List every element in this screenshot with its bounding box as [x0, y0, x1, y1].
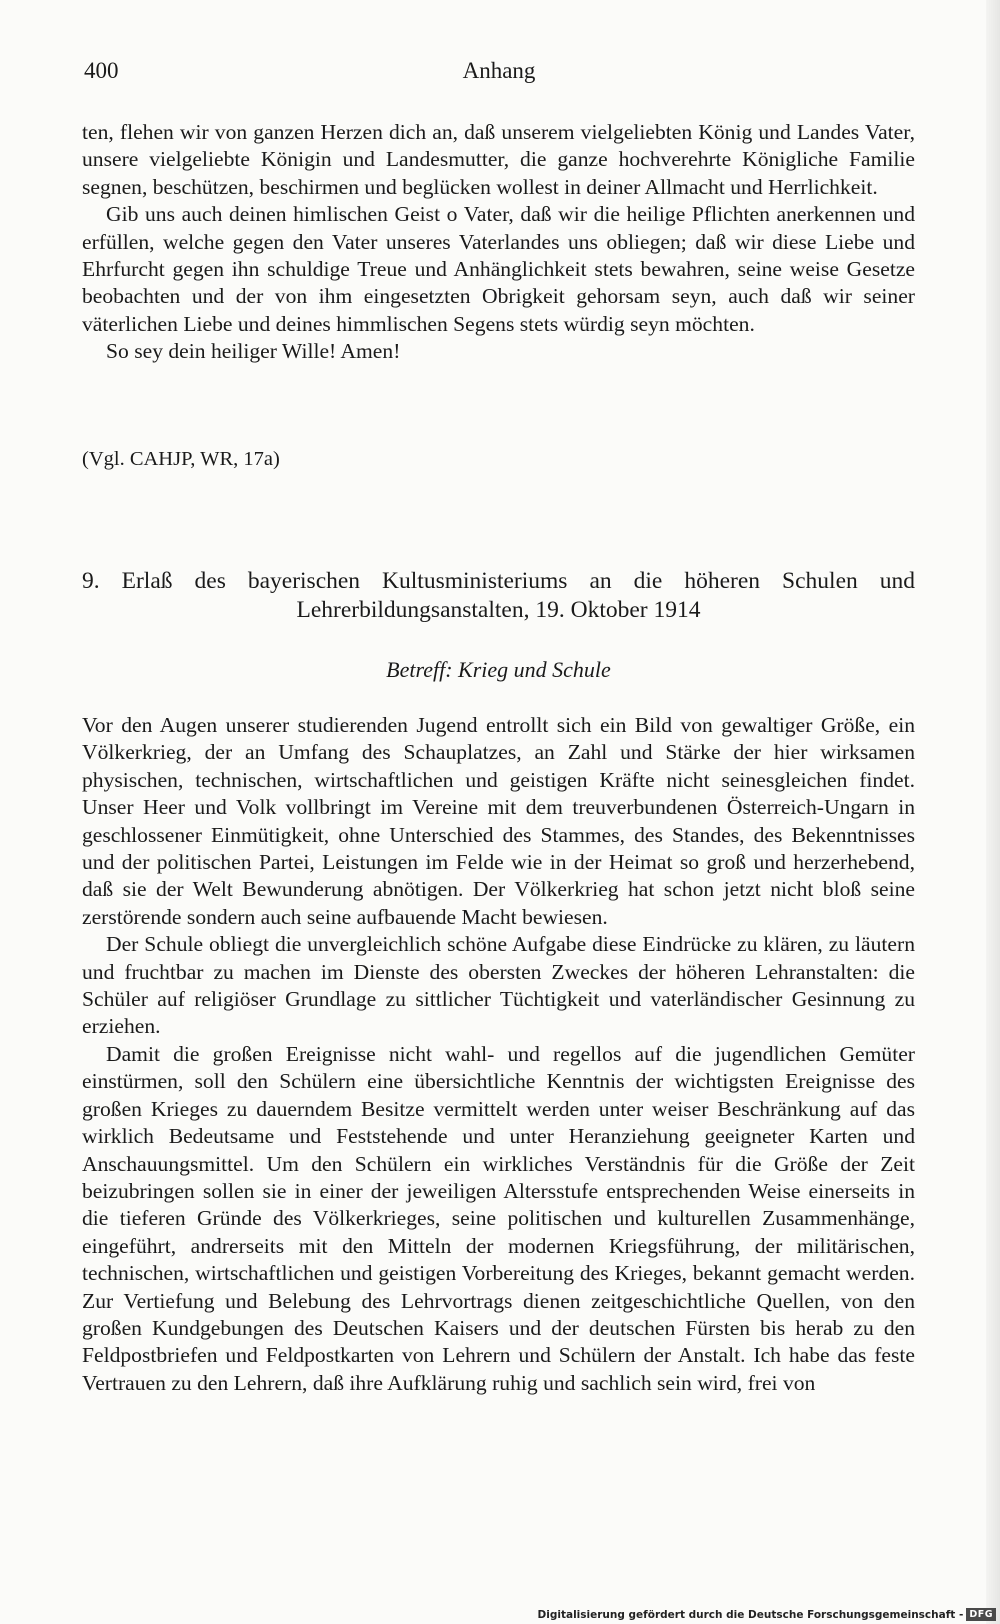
- page-number: 400: [84, 58, 119, 83]
- paragraph: Gib uns auch deinen himlischen Geist o Vater, daß wir die heilige Pflichten anerkennen und erfüllen, welche gegen den Vater unseres Vaterlandes uns obliegen; daß wir diese Liebe und Ehrfurcht gegen ihn schuldige Treue und Anhänglichkeit stets bewahren, seine weise Gesetze beobachten und der von ihm eingesetzten Obrigkeit gehorsam seyn, auch daß wir seiner väterlichen Liebe und deines himmlischen Segens stets würdig seyn möchten.: [82, 202, 915, 336]
- paragraph: So sey dein heiliger Wille! Amen!: [106, 339, 401, 364]
- heading-line-1: 9. Erlaß des bayerischen Kultusministeriums an die höheren Schulen und: [82, 568, 915, 594]
- paragraph: Damit die großen Ereignisse nicht wahl- und regellos auf die jugendlichen Gemüter einstürmen, soll den Schülern eine übersichtliche Kenntnis der wichtigsten Ereignisse des großen Krieges zu dauerndem Besitze vermittelt werden unter weiser Beschränkung auf das wirklich Bedeutsame und Feststehende und unter Heranziehung geeigneter Karten und Anschauungsmittel. Um den Schülern ein wirkliches Verständnis für die Größe der Zeit beizubringen sollen sie in einer der jeweiligen Altersstufe entsprechenden Weise einerseits in die tieferen Gründe des Völkerkrieges, seine politischen und kulturellen Zusammenhänge, eingeführt, andrerseits mit den Mitteln der modernen Kriegsführung, der militärischen, technischen, wirtschaftlichen und geistigen Vorbereitung des Krieges, bekannt gemacht werden. Zur Vertiefung und Belebung des Lehrvortrags dienen zeitgeschichtliche Quellen, von den großen Kundgebungen des Deutschen Kaisers und der deutschen Fürsten bis herab zu den Feldpostbriefen und Feldpostkarten von Lehrern und Schülern der Anstalt. Ich habe das feste Vertrauen zu den Lehrern, daß ihre Aufklärung ruhig und sachlich sein wird, frei von: [82, 1041, 915, 1395]
- footer-text: Digitalisierung gefördert durch die Deutsche Forschungsgemeinschaft -: [537, 1608, 964, 1621]
- decree-text: [82, 712, 915, 1397]
- subject-line: Betreff: Krieg und Schule: [386, 657, 611, 682]
- prayer-text: [82, 119, 915, 366]
- source-citation: (Vgl. CAHJP, WR, 17a): [82, 448, 280, 470]
- paragraph: Vor den Augen unserer studierenden Jugend entrollt sich ein Bild von gewaltiger Größe, ein Völkerkrieg, der an Umfang des Schauplatzes, an Zahl und Stärke der hier wirksamen physischen, technischen, wirtschaftlichen und geistigen Kräfte nicht seinesgleichen findet. Unser Heer und Volk vollbringt im Vereine mit dem treuverbundenen Österreich-Ungarn in geschlossener Einmütigkeit, ohne Unterschied des Stammes, des Standes, des Bekenntnisses und der politischen Partei, Leistungen im Felde wie in der Heimat so groß und herzerhebend, daß sie der Welt Bewunderung abnötigen. Der Völkerkrieg hat schon jetzt nicht bloß seine zerstörende sondern auch seine aufbauende Macht bewiesen.: [82, 713, 915, 929]
- paragraph: Der Schule obliegt die unvergleichlich schöne Aufgabe diese Eindrücke zu klären, zu läutern und fruchtbar zu machen im Dienste des obersten Zweckes der höheren Lehranstalten: die Schüler auf religiöser Grundlage zu sittlicher Tüchtigkeit und vaterländischer Gesinnung zu erziehen.: [82, 932, 915, 1039]
- heading-line-2: Lehrerbildungsanstalten, 19. Oktober 1914: [296, 597, 701, 623]
- running-title: Anhang: [462, 58, 536, 83]
- dfg-logo: DFG: [966, 1608, 996, 1621]
- page-edge: [986, 0, 1000, 1624]
- paragraph: ten, flehen wir von ganzen Herzen dich an, daß unserem vielgeliebten König und Landes Vater, unsere vielgeliebte Königin und Landesmutter, die ganze hochverehrte Königliche Familie segnen, beschützen, beschirmen und beglücken wollest in deiner Allmacht und Herrlichkeit.: [82, 120, 915, 199]
- digitization-footer: [538, 1608, 996, 1621]
- document-heading: [82, 567, 915, 625]
- running-head: [84, 58, 914, 92]
